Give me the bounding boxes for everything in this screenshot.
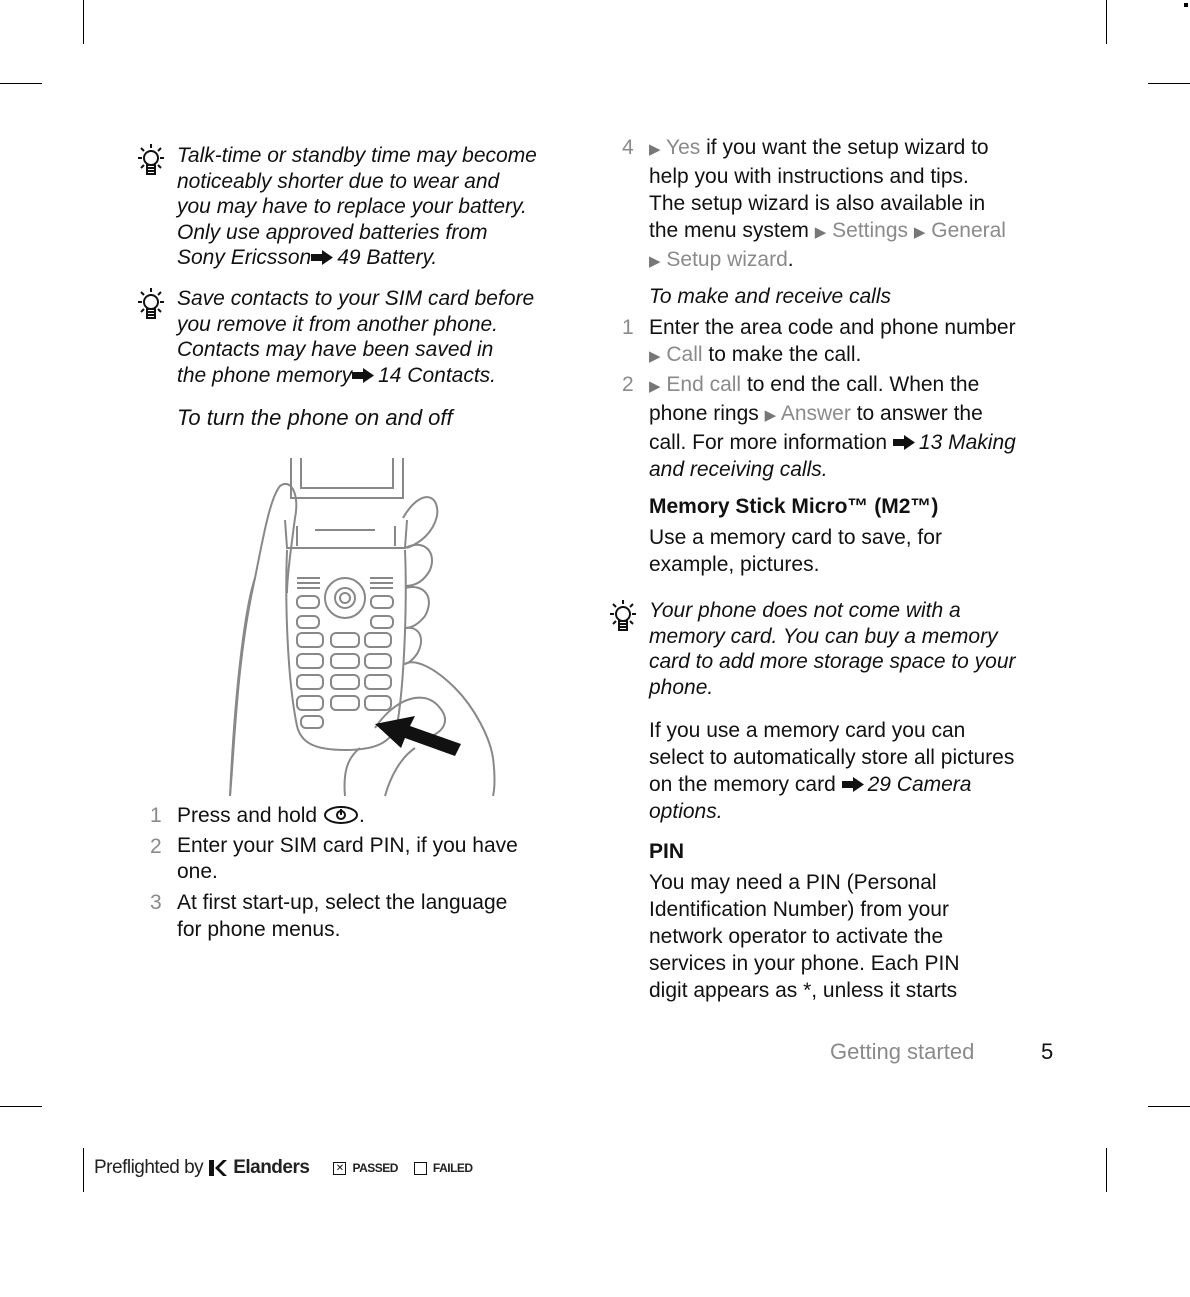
tip-battery: [177, 143, 577, 271]
reference-arrow-icon: [893, 435, 915, 450]
menu-path-settings[interactable]: Settings: [832, 219, 909, 242]
menu-path-general[interactable]: General: [931, 219, 1006, 242]
menu-option-answer[interactable]: Answer: [780, 402, 851, 425]
page-number: 5: [1041, 1039, 1054, 1064]
camera-options-reference-link[interactable]: options.: [649, 800, 723, 823]
reference-arrow-icon: [842, 777, 864, 792]
battery-reference-link[interactable]: 49 Battery.: [337, 246, 438, 269]
passed-checkbox: ✕: [333, 1162, 346, 1175]
tip-line: you remove it from another phone.: [177, 312, 499, 336]
tip-line: card to add more storage space to your: [649, 650, 1016, 673]
tip-line: memory card. You can buy a memory: [649, 624, 998, 648]
footer-section-title: Getting started: [830, 1039, 975, 1064]
crop-mark: [1148, 83, 1190, 84]
section-heading-memory-stick: Memory Stick Micro™ (M2™): [649, 495, 939, 518]
menu-option-call[interactable]: Call: [666, 343, 703, 366]
power-steps-list: 1 Press and hold . 2 Enter your SIM card PIN, if you have one. 3 At first start-up, select the language for phone menus.: [150, 804, 518, 941]
crop-mark: [1106, 1148, 1107, 1192]
list-item: Enter the area code and phone number ▶ Call to make the call.: [649, 316, 1016, 366]
tip-line: phone.: [649, 675, 714, 699]
reference-arrow-icon: [311, 250, 333, 265]
tip-line: Contacts may have been saved in: [177, 338, 494, 361]
camera-options-reference-link[interactable]: 29 Camera: [867, 773, 972, 796]
memory-stick-body: Use a memory card to save, for example, pictures.: [649, 526, 942, 576]
failed-checkbox: [414, 1162, 427, 1175]
menu-path-setup-wizard[interactable]: Setup wizard: [666, 248, 788, 271]
reference-arrow-icon: [352, 368, 374, 383]
select-arrow-icon: ▶: [913, 224, 926, 241]
call-steps-list: 1 Enter the area code and phone number ▶ Call to make the call. 2 ▶ End call to end the call. When the phone rings ▶ Answer to answer the call. For more information 13 Making and receiving calls.: [622, 316, 1016, 481]
tip-line: Only use approved batteries from: [177, 220, 488, 244]
tip-line: you may have to replace your battery.: [177, 195, 527, 218]
select-arrow-icon: ▶: [649, 348, 661, 365]
tip-line: Your phone does not come with a: [649, 599, 961, 622]
tip-contacts: [177, 286, 577, 388]
power-key-icon: [323, 805, 359, 825]
tip-line: noticeably shorter due to wear and: [177, 169, 500, 193]
section-heading-pin: PIN: [649, 840, 685, 863]
tip-line: Save contacts to your SIM card before: [177, 287, 535, 310]
lightbulb-tip-icon: [606, 598, 640, 636]
select-arrow-icon: ▶: [814, 224, 827, 241]
crop-mark: [1148, 1106, 1190, 1107]
list-item: ▶ End call to end the call. When the phone rings ▶ Answer to answer the call. For more information 13 Making and receiving calls.: [649, 373, 1016, 481]
select-arrow-icon: ▶: [649, 253, 661, 270]
section-heading-calls: To make and receive calls: [649, 285, 892, 308]
making-calls-reference-link[interactable]: and receiving calls.: [649, 458, 828, 481]
elanders-logo-icon: [209, 1159, 227, 1177]
crop-mark: [83, 0, 84, 44]
memory-card-storage-paragraph: If you use a memory card you can select to automatically store all pictures on the memory card 29 Camera options.: [649, 719, 1015, 823]
making-calls-reference-link[interactable]: 13 Making: [918, 431, 1016, 454]
tip-line: the phone memory 14 Contacts.: [177, 363, 497, 387]
pin-paragraph: You may need a PIN (Personal Identification Number) from your network operator to activate the services in your phone. Each PIN digit appears as *, unless it starts: [649, 871, 960, 1002]
contacts-reference-link[interactable]: 14 Contacts.: [378, 363, 497, 387]
select-arrow-icon: ▶: [764, 407, 777, 424]
crop-mark: [0, 1106, 42, 1107]
crop-mark: [0, 83, 42, 84]
registration-dot: [1184, 3, 1188, 7]
tip-line: Talk-time or standby time may become: [177, 144, 537, 167]
lightbulb-tip-icon: [134, 142, 168, 180]
preflight-stamp: Preflighted by Elanders ✕ PASSED FAILED: [94, 1157, 473, 1178]
select-arrow-icon: ▶: [649, 378, 661, 395]
tip-memory-card: [649, 598, 1069, 700]
tip-line: Sony Ericsson 49 Battery.: [177, 246, 438, 269]
menu-option-end-call[interactable]: End call: [666, 373, 742, 396]
crop-mark: [83, 1148, 84, 1192]
section-heading-turn-on-off: To turn the phone on and off: [177, 405, 453, 430]
crop-mark: [1106, 0, 1107, 44]
select-arrow-icon: ▶: [649, 141, 661, 158]
lightbulb-tip-icon: [134, 286, 168, 324]
phone-in-hand-illustration: [225, 458, 525, 796]
menu-option-yes[interactable]: Yes: [666, 136, 701, 159]
